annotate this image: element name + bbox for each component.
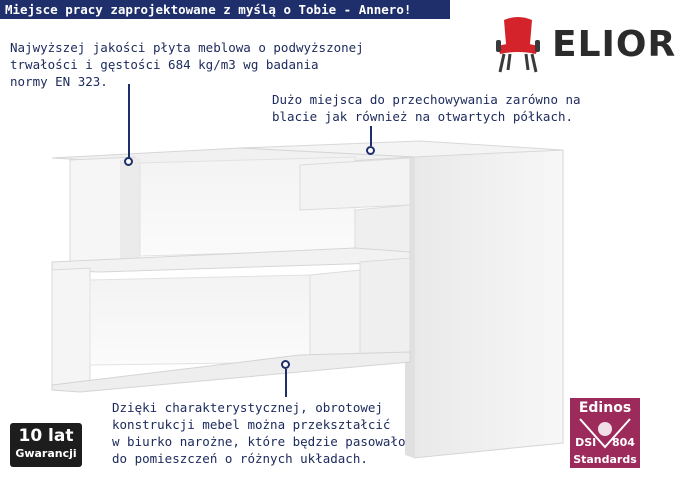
edinos-badge <box>570 398 640 468</box>
caption-construction-line: w biurko narożne, które będzie pasowało <box>112 434 406 449</box>
edinos-code-right: 804 <box>611 436 635 449</box>
callout-line-construction <box>285 369 287 397</box>
caption-construction-line: do pomieszczeń o różnych układach. <box>112 451 368 466</box>
warranty-badge <box>10 423 82 467</box>
warranty-years: 10 lat <box>18 426 74 446</box>
caption-storage-line: blacie jak również na otwartych półkach. <box>272 109 574 124</box>
caption-construction <box>112 399 406 467</box>
callout-dot-construction <box>281 360 290 369</box>
caption-quality <box>10 39 364 90</box>
caption-storage <box>272 91 581 125</box>
edinos-code <box>570 436 640 449</box>
edinos-code-left: DSI <box>575 436 597 449</box>
callout-dot-quality <box>124 157 133 166</box>
caption-quality-line: normy EN 323. <box>10 74 108 89</box>
edinos-standards-label: Standards <box>573 453 637 466</box>
callout-line-storage <box>370 126 372 146</box>
callout-dot-storage <box>366 146 375 155</box>
page-title: Miejsce pracy zaprojektowane z myślą o Tobie - Annero! <box>0 0 450 19</box>
callout-line-quality <box>128 84 130 158</box>
caption-construction-line: Dzięki charakterystycznej, obrotowej <box>112 400 383 415</box>
caption-quality-line: Najwyższej jakości płyta meblowa o podwyższonej <box>10 40 364 55</box>
brand-name: ELIOR <box>552 24 676 65</box>
edinos-name: Edinos <box>578 400 632 416</box>
caption-storage-line: Dużo miejsca do przechowywania zarówno na <box>272 92 581 107</box>
warranty-label: Gwarancji <box>15 447 77 460</box>
caption-construction-line: konstrukcji mebel można przekształcić <box>112 417 391 432</box>
caption-quality-line: trwałości i gęstości 684 kg/m3 wg badania <box>10 57 319 72</box>
